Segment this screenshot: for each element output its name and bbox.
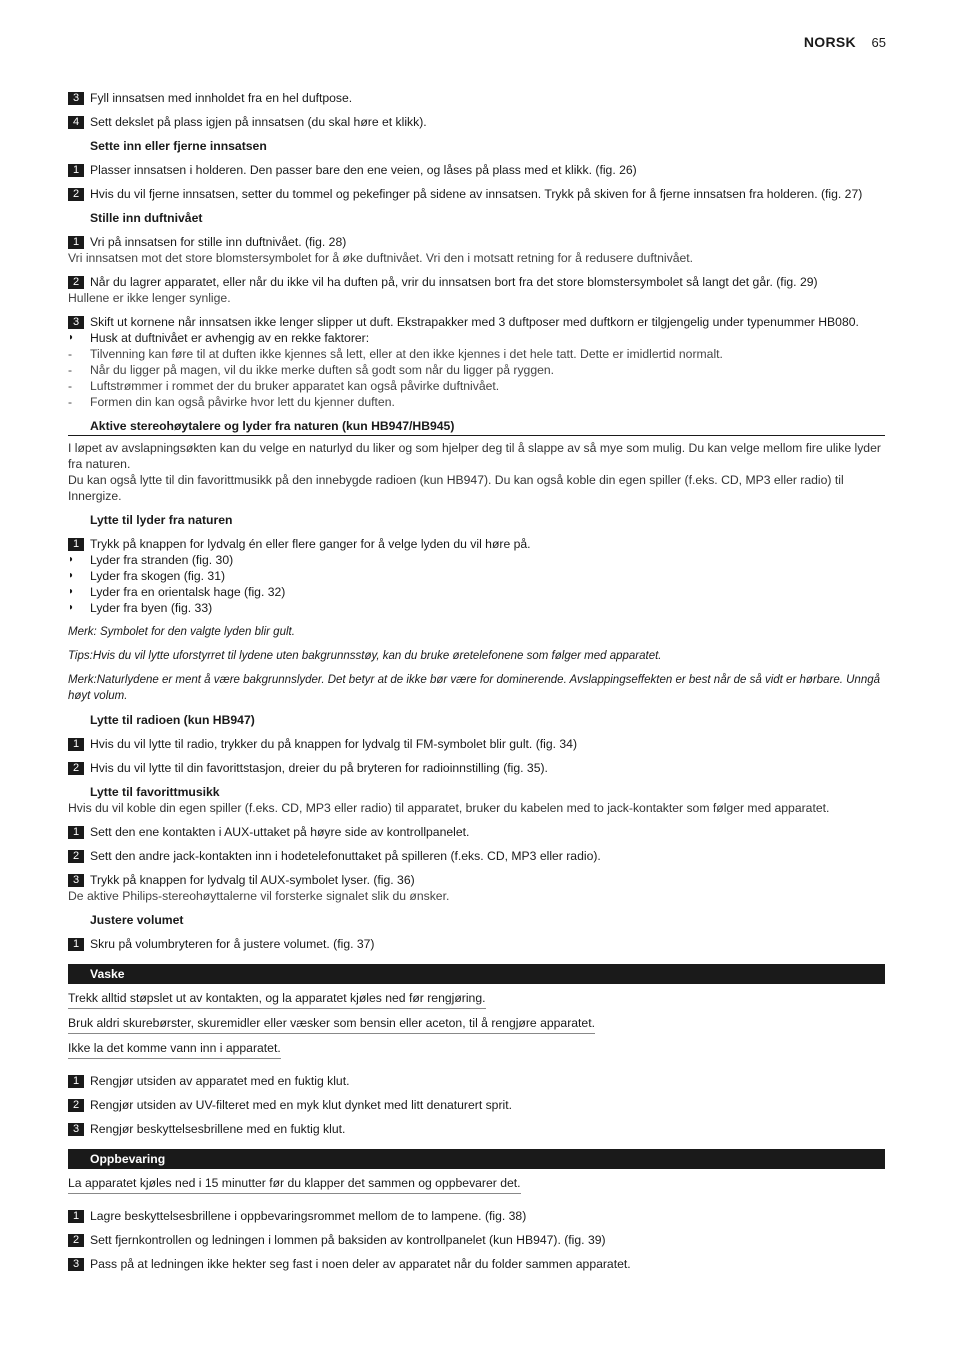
step-text: Sett den andre jack-kontakten inn i hodetelefonuttaket på spilleren (f.eks. CD, MP3 eller radio). bbox=[90, 849, 601, 863]
step-text: Hvis du vil lytte til radio, trykker du på knappen for lydvalg til FM-symbolet blir gult. (fig. 34) bbox=[90, 737, 578, 751]
warning-text: Bruk aldri skurebørster, skuremidler eller væsker som bensin eller aceton, til å rengjøre apparatet. bbox=[68, 1015, 595, 1034]
step-text: Rengjør utsiden av apparatet med en fuktig klut. bbox=[90, 1074, 350, 1088]
dash-item: - Formen din kan også påvirke hvor lett du kjenner duften. bbox=[68, 394, 885, 410]
step bbox=[68, 760, 885, 776]
step-text: Plasser innsatsen i holderen. Den passer bare den ene veien, og låses på plass med et klikk. (fig. 26) bbox=[90, 163, 637, 177]
step-text: Rengjør beskyttelsesbrillene med en fuktig klut. bbox=[90, 1122, 346, 1136]
step bbox=[68, 1256, 885, 1272]
step bbox=[68, 824, 885, 840]
step-continuation: Hullene er ikke lenger synlige. bbox=[68, 291, 231, 305]
step bbox=[68, 90, 885, 106]
step bbox=[68, 234, 885, 266]
section-bar-storage: Oppbevaring bbox=[68, 1149, 885, 1169]
page-content bbox=[68, 90, 885, 1280]
step-text: Når du lagrer apparatet, eller når du ikke vil ha duften på, vrir du innsatsen bort fra det store blomstersymbolet så langt det går. (fig. 29) bbox=[90, 275, 818, 289]
step-text: Sett dekslet på plass igjen på innsatsen (du skal høre et klikk). bbox=[90, 115, 427, 129]
subheading-volume: Justere volumet bbox=[90, 913, 184, 927]
step-number: 3 bbox=[68, 874, 84, 887]
step bbox=[68, 114, 885, 130]
bullet-item: ◗ Lyder fra stranden (fig. 30) bbox=[68, 552, 885, 568]
step bbox=[68, 1073, 885, 1089]
subheading-music: Lytte til favorittmusikk bbox=[90, 785, 220, 799]
subheading-insert: Sette inn eller fjerne innsatsen bbox=[90, 139, 267, 153]
step-text: Hvis du vil fjerne innsatsen, setter du tommel og pekefinger på sidene av innsatsen. Trykk på skiven for å fjerne innsatsen fra holderen. (fig. 27) bbox=[90, 187, 863, 201]
step-number: 1 bbox=[68, 1210, 84, 1223]
step bbox=[68, 872, 885, 904]
paragraph: Du kan også lytte til din favorittmusikk på den innebygde radioen (kun HB947). Du kan også koble din egen spiller (f.eks. CD, MP3 eller radio) til Innergize. bbox=[68, 473, 844, 503]
step-text: Trykk på knappen for lydvalg én eller flere ganger for å velge lyden du vil høre på. bbox=[90, 537, 531, 551]
dash-item: - Luftstrømmer i rommet der du bruker apparatet kan også påvirke duftnivået. bbox=[68, 378, 885, 394]
section-heading-speakers: Aktive stereohøytalere og lyder fra naturen (kun HB947/HB945) bbox=[68, 418, 885, 436]
step-number: 2 bbox=[68, 1099, 84, 1112]
step bbox=[68, 936, 885, 952]
note: Merk:Naturlydene er ment å være bakgrunnslyder. Det betyr at de ikke bør være for dominerende. Avslappingseffekten er best når de så vidt er hørbare. Unngå høyt volum. bbox=[68, 674, 881, 702]
step-number: 1 bbox=[68, 826, 84, 839]
step bbox=[68, 1208, 885, 1224]
step-number: 4 bbox=[68, 116, 84, 129]
step-text: Skru på volumbryteren for å justere volumet. (fig. 37) bbox=[90, 937, 375, 951]
step bbox=[68, 1097, 885, 1113]
step bbox=[68, 162, 885, 178]
step-number: 3 bbox=[68, 92, 84, 105]
step-continuation: De aktive Philips-stereohøyttalerne vil forsterke signalet slik du ønsker. bbox=[68, 889, 450, 903]
note: Merk: Symbolet for den valgte lyden blir gult. bbox=[68, 626, 295, 638]
language-label: NORSK bbox=[803, 34, 856, 50]
step-number: 2 bbox=[68, 188, 84, 201]
warning-text: La apparatet kjøles ned i 15 minutter før du klapper det sammen og oppbevarer det. bbox=[68, 1175, 521, 1194]
step-number: 1 bbox=[68, 164, 84, 177]
step bbox=[68, 736, 885, 752]
warning-block bbox=[68, 990, 885, 1065]
step-number: 2 bbox=[68, 762, 84, 775]
step-text: Trykk på knappen for lydvalg til AUX-symbolet lyser. (fig. 36) bbox=[90, 873, 415, 887]
step bbox=[68, 536, 885, 552]
step-number: 1 bbox=[68, 538, 84, 551]
step-text: Fyll innsatsen med innholdet fra en hel duftpose. bbox=[90, 91, 353, 105]
step-number: 3 bbox=[68, 1258, 84, 1271]
step-text: Skift ut kornene når innsatsen ikke lenger slipper ut duft. Ekstrapakker med 3 duftposer med duftkorn er tilgjengelig under typenummer HB080. bbox=[90, 315, 859, 329]
bullet-item: ◗ Lyder fra skogen (fig. 31) bbox=[68, 568, 885, 584]
step-number: 3 bbox=[68, 316, 84, 329]
subheading-level: Stille inn duftnivået bbox=[90, 211, 203, 225]
step-number: 2 bbox=[68, 850, 84, 863]
step bbox=[68, 274, 885, 306]
subheading-radio: Lytte til radioen (kun HB947) bbox=[90, 713, 255, 727]
step bbox=[68, 1121, 885, 1137]
step-number: 2 bbox=[68, 276, 84, 289]
paragraph: Hvis du vil koble din egen spiller (f.eks. CD, MP3 eller radio) til apparatet, bruker du kabelen med to jack-kontakter som følger med apparatet. bbox=[68, 801, 830, 815]
step bbox=[68, 1232, 885, 1248]
bullet-item: ◗ Lyder fra en orientalsk hage (fig. 32) bbox=[68, 584, 885, 600]
warning-text: Ikke la det komme vann inn i apparatet. bbox=[68, 1040, 281, 1059]
step-number: 2 bbox=[68, 1234, 84, 1247]
warning-text: Trekk alltid støpslet ut av kontakten, og la apparatet kjøles ned før rengjøring. bbox=[68, 990, 486, 1009]
step bbox=[68, 186, 885, 202]
bullet-item: ◗ Husk at duftnivået er avhengig av en rekke faktorer: bbox=[68, 330, 885, 346]
step-text: Rengjør utsiden av UV-filteret med en myk klut dynket med litt denaturert sprit. bbox=[90, 1098, 512, 1112]
step-number: 1 bbox=[68, 236, 84, 249]
spacer bbox=[68, 1065, 885, 1073]
step-number: 3 bbox=[68, 1123, 84, 1136]
bullet-item: ◗ Lyder fra byen (fig. 33) bbox=[68, 600, 885, 616]
dash-item: - Når du ligger på magen, vil du ikke merke duften så godt som når du ligger på ryggen. bbox=[68, 362, 885, 378]
step bbox=[68, 848, 885, 864]
step-continuation: Vri innsatsen mot det store blomstersymbolet for å øke duftnivået. Vri den i motsatt retning for å redusere duftnivået. bbox=[68, 251, 694, 265]
step-text: Sett den ene kontakten i AUX-uttaket på høyre side av kontrollpanelet. bbox=[90, 825, 470, 839]
section-bar-wash: Vaske bbox=[68, 964, 885, 984]
step-text: Vri på innsatsen for stille inn duftnivået. (fig. 28) bbox=[90, 235, 347, 249]
subheading-nature: Lytte til lyder fra naturen bbox=[90, 513, 233, 527]
step-number: 1 bbox=[68, 938, 84, 951]
dash-item: - Tilvenning kan føre til at duften ikke kjennes så lett, eller at den ikke kjennes i det hele tatt. Dette er imidlertid normalt. bbox=[68, 346, 885, 362]
tip: Tips:Hvis du vil lytte uforstyrret til lydene uten bakgrunnsstøy, kan du bruke øretelefonene som følger med apparatet. bbox=[68, 650, 662, 662]
step-number: 1 bbox=[68, 738, 84, 751]
step-number: 1 bbox=[68, 1075, 84, 1088]
spacer bbox=[68, 1200, 885, 1208]
step-text: Sett fjernkontrollen og ledningen i lommen på baksiden av kontrollpanelet (kun HB947). (fig. 39) bbox=[90, 1233, 606, 1247]
step bbox=[68, 314, 885, 330]
step-text: Pass på at ledningen ikke hekter seg fast i noen deler av apparatet når du folder sammen apparatet. bbox=[90, 1257, 631, 1271]
paragraph: I løpet av avslapningsøkten kan du velge en naturlyd du liker og som hjelper deg til å slappe av så mye som mulig. Du kan velge mellom fire ulike lyder fra naturen. bbox=[68, 441, 881, 471]
page-header bbox=[804, 34, 886, 50]
page-number: 65 bbox=[871, 35, 886, 50]
step-text: Hvis du vil lytte til din favorittstasjon, dreier du på bryteren for radioinnstilling (fig. 35). bbox=[90, 761, 548, 775]
step-text: Lagre beskyttelsesbrillene i oppbevaringsrommet mellom de to lampene. (fig. 38) bbox=[90, 1209, 527, 1223]
